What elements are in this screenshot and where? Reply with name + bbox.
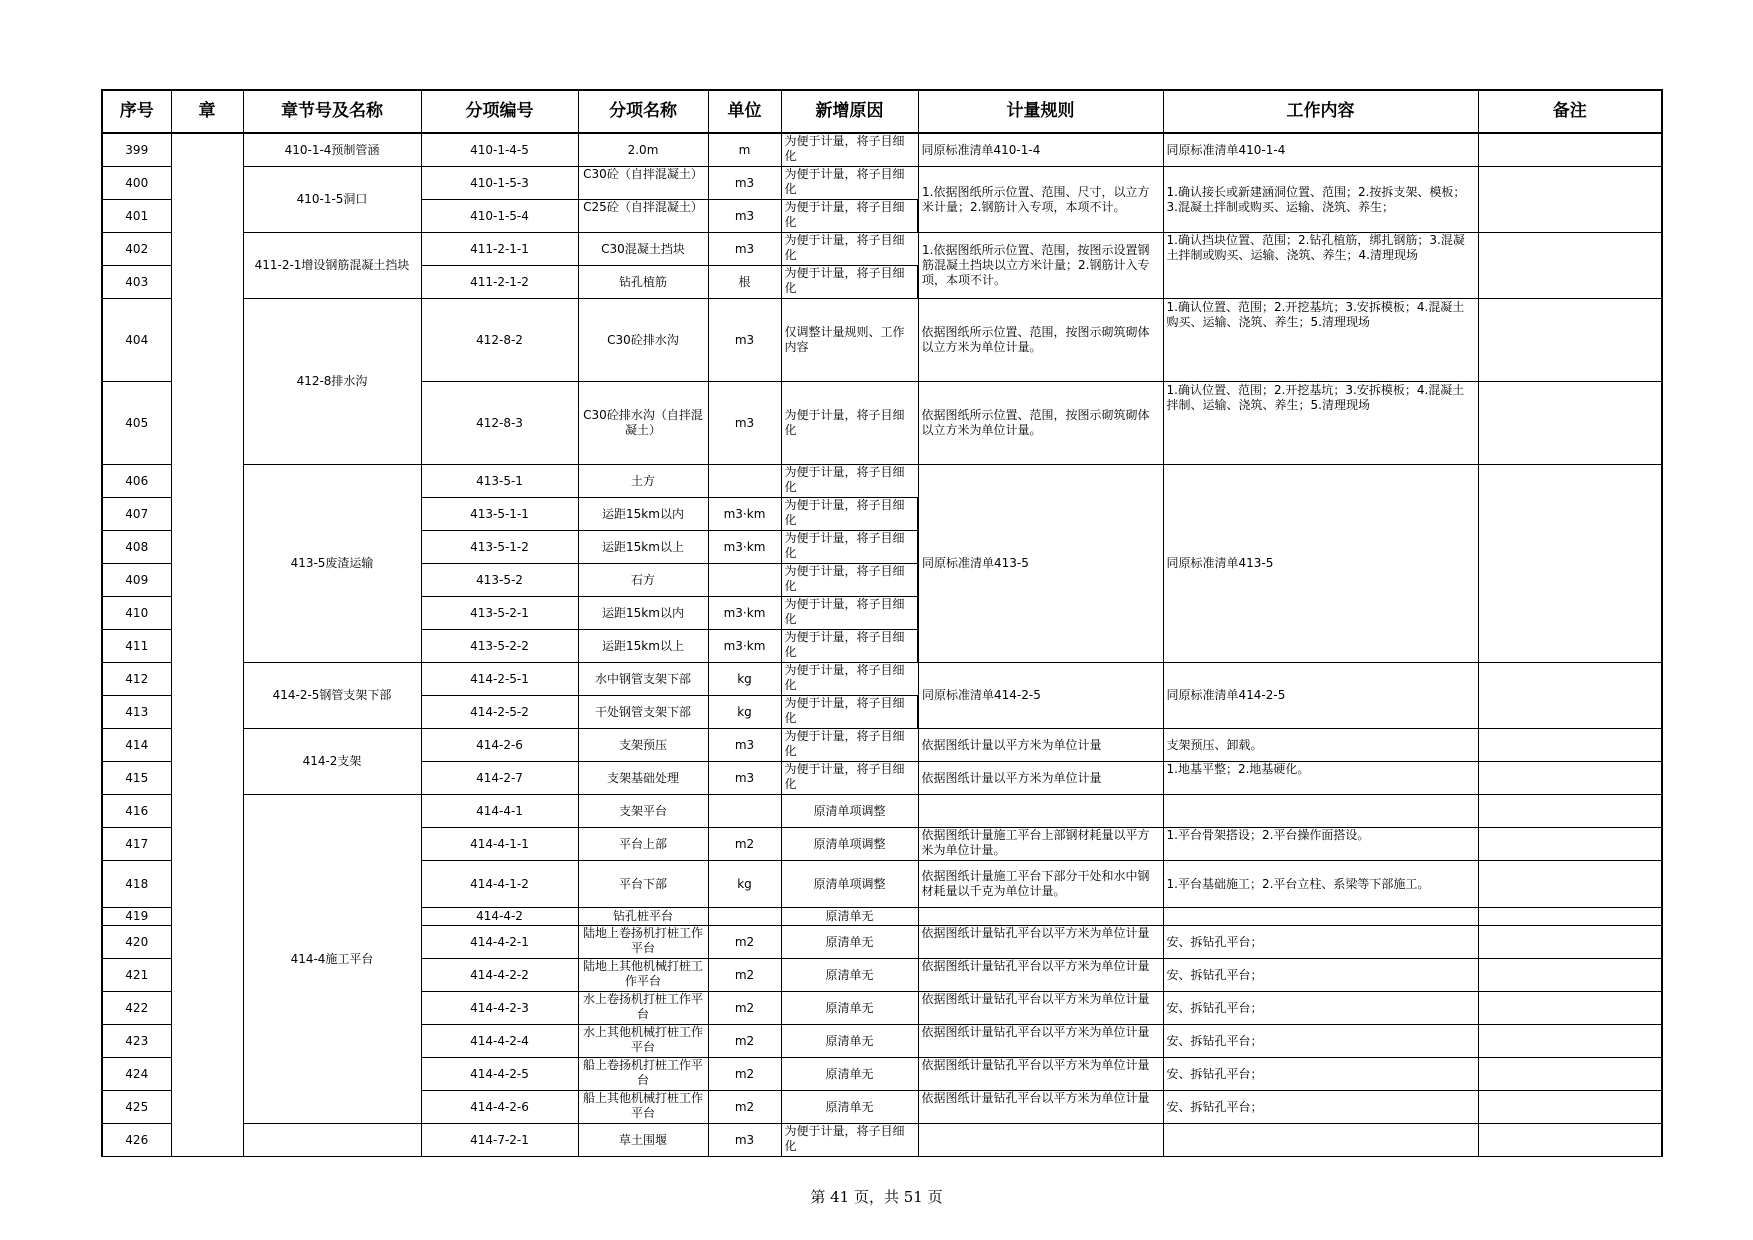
item-name: [578, 992, 708, 1025]
row-no: 417: [102, 828, 171, 861]
item-unit: kg: [708, 861, 781, 908]
col-header-unit: 单位: [708, 90, 781, 133]
section-name: 412-8排水沟: [243, 299, 421, 465]
item-code: 412-8-3: [421, 382, 578, 465]
item-name: C30砼排水沟: [578, 299, 708, 382]
remark-cell: [1478, 465, 1662, 663]
work-content: [1163, 828, 1478, 861]
item-code: 410-1-4-5: [421, 133, 578, 167]
item-unit: m3·km: [708, 531, 781, 564]
measure-rule: [918, 926, 1163, 959]
item-reason: [781, 266, 918, 299]
item-reason: 原清单无: [781, 1058, 918, 1091]
item-reason-text: 为便于计量，将子目细化: [784, 1124, 905, 1153]
row-no: 410: [102, 597, 171, 630]
work-content: 支架预压、卸载。: [1163, 729, 1478, 762]
col-header-no: 序号: [102, 90, 171, 133]
item-name: 运距15km以上: [578, 630, 708, 663]
item-reason-text: 为便于计量，将子目细化: [784, 465, 905, 494]
work-content-text: 1.确认挡块位置、范围；2.钻孔植筋，绑扎钢筋；3.混凝土拌制或购买、运输、浇筑、养生；4.清理现场: [1166, 233, 1465, 262]
work-content-text: 1.平台骨架搭设；2.平台操作面搭设。: [1166, 828, 1370, 842]
row-no: 400: [102, 167, 171, 200]
item-reason: [781, 762, 918, 795]
row-no: 399: [102, 133, 171, 167]
row-no: 422: [102, 992, 171, 1025]
measure-rule: [918, 1025, 1163, 1058]
measure-rule: 同原标准清单413-5: [918, 465, 1163, 663]
item-name: 草土围堰: [578, 1124, 708, 1157]
item-name: [578, 200, 708, 233]
item-unit: m3·km: [708, 597, 781, 630]
item-reason-text: 为便于计量，将子目细化: [784, 531, 905, 560]
item-code: 414-4-2-6: [421, 1091, 578, 1124]
row-no: 406: [102, 465, 171, 498]
item-code: 414-4-2: [421, 908, 578, 926]
table-row: [102, 465, 1662, 498]
item-code: 414-4-1-1: [421, 828, 578, 861]
section-name: [243, 1124, 421, 1157]
row-no: 421: [102, 959, 171, 992]
row-no: 409: [102, 564, 171, 597]
item-reason-text: 为便于计量，将子目细化: [784, 200, 905, 229]
page-footer: 第 41 页，共 51 页: [810, 1188, 943, 1206]
item-code: 410-1-5-4: [421, 200, 578, 233]
item-code: 413-5-2-2: [421, 630, 578, 663]
row-no: 402: [102, 233, 171, 266]
remark-cell: [1478, 926, 1662, 959]
remark-cell: [1478, 959, 1662, 992]
remark-cell: [1478, 861, 1662, 908]
table-row: [102, 1124, 1662, 1157]
item-name: 石方: [578, 564, 708, 597]
chapter-cell: [171, 133, 243, 1157]
item-name: 水中钢管支架下部: [578, 663, 708, 696]
item-name: 运距15km以内: [578, 597, 708, 630]
col-header-section: 章节号及名称: [243, 90, 421, 133]
item-reason: [781, 233, 918, 266]
item-name: [578, 1058, 708, 1091]
item-reason-text: 为便于计量，将子目细化: [784, 233, 905, 262]
item-reason: [781, 1124, 918, 1157]
remark-cell: [1478, 233, 1662, 299]
work-content: 1.确认接长或新建涵洞位置、范围；2.按拆支架、模板；3.混凝土拌制或购买、运输、浇筑、养生；: [1163, 167, 1478, 233]
item-reason-text: 为便于计量，将子目细化: [784, 729, 905, 758]
measure-rule: [918, 795, 1163, 828]
col-header-name: 分项名称: [578, 90, 708, 133]
item-name: 平台下部: [578, 861, 708, 908]
remark-cell: [1478, 828, 1662, 861]
row-no: 420: [102, 926, 171, 959]
remark-cell: [1478, 382, 1662, 465]
measure-rule: 依据图纸计量施工平台下部分干处和水中钢材耗量以千克为单位计量。: [918, 861, 1163, 908]
item-code: 414-4-2-3: [421, 992, 578, 1025]
item-name: C30砼排水沟（自拌混凝土）: [578, 382, 708, 465]
remark-cell: [1478, 992, 1662, 1025]
remark-cell: [1478, 663, 1662, 729]
item-name-text: 水上其他机械打桩工作平台: [582, 1025, 703, 1054]
remark-cell: [1478, 167, 1662, 233]
item-reason: 仅调整计量规则、工作内容: [781, 299, 918, 382]
item-reason: [781, 465, 918, 498]
measure-rule: 依据图纸所示位置、范围，按图示砌筑砌体以立方米为单位计量。: [918, 299, 1163, 382]
measure-rule: [918, 828, 1163, 861]
item-code: 413-5-1: [421, 465, 578, 498]
row-no: 405: [102, 382, 171, 465]
item-reason: [781, 498, 918, 531]
item-reason-text: 为便于计量，将子目细化: [784, 696, 905, 725]
item-reason-text: 为便于计量，将子目细化: [784, 167, 905, 196]
item-code: 414-2-5-2: [421, 696, 578, 729]
item-code: 414-4-2-2: [421, 959, 578, 992]
item-unit: m3: [708, 382, 781, 465]
item-name: 钻孔桩平台: [578, 908, 708, 926]
item-reason: 原清单项调整: [781, 828, 918, 861]
work-content-text: 1.地基平整；2.地基硬化。: [1166, 762, 1310, 776]
table-row: [102, 133, 1662, 167]
item-unit: m3: [708, 729, 781, 762]
work-content: 安、拆钻孔平台；: [1163, 926, 1478, 959]
measure-rule: [918, 908, 1163, 926]
work-content: 安、拆钻孔平台；: [1163, 959, 1478, 992]
work-content: 安、拆钻孔平台；: [1163, 1058, 1478, 1091]
item-unit: [708, 908, 781, 926]
work-content: 安、拆钻孔平台；: [1163, 1025, 1478, 1058]
row-no: 416: [102, 795, 171, 828]
work-content: 安、拆钻孔平台；: [1163, 992, 1478, 1025]
section-name: 411-2-1增设钢筋混凝土挡块: [243, 233, 421, 299]
col-header-remark: 备注: [1478, 90, 1662, 133]
measure-rule: [918, 1091, 1163, 1124]
item-code: 410-1-5-3: [421, 167, 578, 200]
item-unit: m2: [708, 959, 781, 992]
measure-rule-text: 依据图纸计量钻孔平台以平方米为单位计量: [921, 959, 1150, 973]
item-name: 2.0m: [578, 133, 708, 167]
row-no: 404: [102, 299, 171, 382]
measure-rule-text: 依据图纸计量钻孔平台以平方米为单位计量: [921, 1058, 1150, 1072]
item-name-text: 陆地上卷扬机打桩工作平台: [582, 926, 703, 955]
item-reason-text: 为便于计量，将子目细化: [784, 663, 905, 692]
section-name: 414-2-5钢管支架下部: [243, 663, 421, 729]
item-name: 钻孔植筋: [578, 266, 708, 299]
table-row: [102, 167, 1662, 200]
item-name: 支架基础处理: [578, 762, 708, 795]
item-code: 413-5-1-1: [421, 498, 578, 531]
item-unit: m2: [708, 1058, 781, 1091]
col-header-chapter: 章: [171, 90, 243, 133]
measure-rule: 1.依据图纸所示位置、范围，按图示设置钢筋混凝土挡块以立方米计量；2.钢筋计入专项，本项不计。: [918, 233, 1163, 299]
item-code: 414-7-2-1: [421, 1124, 578, 1157]
row-no: 403: [102, 266, 171, 299]
item-unit: m2: [708, 992, 781, 1025]
item-name: 运距15km以内: [578, 498, 708, 531]
measure-rule: 依据图纸计量以平方米为单位计量: [918, 729, 1163, 762]
item-name: 运距15km以上: [578, 531, 708, 564]
item-code: 413-5-1-2: [421, 531, 578, 564]
work-content: 1.平台基础施工；2.平台立柱、系梁等下部施工。: [1163, 861, 1478, 908]
col-header-code: 分项编号: [421, 90, 578, 133]
col-header-reason: 新增原因: [781, 90, 918, 133]
item-reason: [781, 630, 918, 663]
item-code: 414-4-2-4: [421, 1025, 578, 1058]
measure-rule: 依据图纸计量以平方米为单位计量: [918, 762, 1163, 795]
work-content: [1163, 1124, 1478, 1157]
col-header-work: 工作内容: [1163, 90, 1478, 133]
item-name-text: 船上其他机械打桩工作平台: [582, 1091, 703, 1120]
item-code: 413-5-2: [421, 564, 578, 597]
work-content-text: 1.确认位置、范围；2.开挖基坑；3.安拆模板；4.混凝土购买、运输、浇筑、养生；5.清理现场: [1166, 300, 1465, 329]
row-no: 411: [102, 630, 171, 663]
item-reason: [781, 531, 918, 564]
item-reason: 原清单无: [781, 926, 918, 959]
item-code: 411-2-1-1: [421, 233, 578, 266]
item-unit: m3: [708, 762, 781, 795]
remark-cell: [1478, 133, 1662, 167]
measure-rule-text: 依据图纸计量施工平台上部钢材耗量以平方米为单位计量。: [921, 828, 1150, 857]
item-reason-text: 为便于计量，将子目细化: [784, 266, 905, 295]
item-unit: m3: [708, 299, 781, 382]
item-reason: 原清单项调整: [781, 861, 918, 908]
table-row: [102, 233, 1662, 266]
item-name: 干处钢管支架下部: [578, 696, 708, 729]
header-row: [102, 90, 1662, 133]
measure-rule: [918, 992, 1163, 1025]
row-no: 418: [102, 861, 171, 908]
row-no: 425: [102, 1091, 171, 1124]
row-no: 426: [102, 1124, 171, 1157]
work-content: [1163, 908, 1478, 926]
item-name-text: C30砼（自拌混凝土）: [583, 167, 703, 181]
item-reason: 为便于计量，将子目细化: [781, 382, 918, 465]
item-code: 414-4-1-2: [421, 861, 578, 908]
remark-cell: [1478, 795, 1662, 828]
item-unit: m2: [708, 828, 781, 861]
item-reason-text: 为便于计量，将子目细化: [784, 564, 905, 593]
item-code: 414-2-6: [421, 729, 578, 762]
item-reason-text: 为便于计量，将子目细化: [784, 597, 905, 626]
measure-rule: [918, 1124, 1163, 1157]
table-row: [102, 663, 1662, 696]
item-unit: [708, 795, 781, 828]
item-unit: kg: [708, 696, 781, 729]
row-no: 413: [102, 696, 171, 729]
section-name: 410-1-5洞口: [243, 167, 421, 233]
measure-rule: 同原标准清单414-2-5: [918, 663, 1163, 729]
item-unit: [708, 564, 781, 597]
work-content: 同原标准清单410-1-4: [1163, 133, 1478, 167]
table-row: [102, 299, 1662, 382]
row-no: 414: [102, 729, 171, 762]
measure-rule: 依据图纸所示位置、范围，按图示砌筑砌体以立方米为单位计量。: [918, 382, 1163, 465]
measure-rule-text: 依据图纸计量钻孔平台以平方米为单位计量: [921, 1091, 1150, 1105]
item-reason-text: 为便于计量，将子目细化: [784, 762, 905, 791]
item-reason: [781, 133, 918, 167]
item-code: 414-4-1: [421, 795, 578, 828]
table-row: [102, 729, 1662, 762]
item-name: 平台上部: [578, 828, 708, 861]
work-content: 同原标准清单413-5: [1163, 465, 1478, 663]
item-reason-text: 为便于计量，将子目细化: [784, 134, 905, 163]
item-unit: m3·km: [708, 630, 781, 663]
measure-rule: [918, 959, 1163, 992]
section-name: 414-2支架: [243, 729, 421, 795]
row-no: 415: [102, 762, 171, 795]
item-reason: [781, 663, 918, 696]
item-reason: 原清单无: [781, 992, 918, 1025]
item-code: 411-2-1-2: [421, 266, 578, 299]
row-no: 401: [102, 200, 171, 233]
item-unit: m: [708, 133, 781, 167]
item-unit: m2: [708, 926, 781, 959]
section-name: 414-4施工平台: [243, 795, 421, 1124]
work-content: 同原标准清单414-2-5: [1163, 663, 1478, 729]
row-no: 412: [102, 663, 171, 696]
item-name: [578, 1025, 708, 1058]
measure-rule-text: 依据图纸计量钻孔平台以平方米为单位计量: [921, 1025, 1150, 1039]
item-reason: [781, 564, 918, 597]
item-unit: 根: [708, 266, 781, 299]
item-name-text: 陆地上其他机械打桩工作平台: [582, 959, 703, 988]
row-no: 419: [102, 908, 171, 926]
remark-cell: [1478, 729, 1662, 762]
item-reason: 原清单项调整: [781, 795, 918, 828]
remark-cell: [1478, 762, 1662, 795]
item-code: 414-2-5-1: [421, 663, 578, 696]
work-content: [1163, 382, 1478, 465]
item-name: [578, 167, 708, 200]
item-name: [578, 1091, 708, 1124]
item-unit: m3: [708, 200, 781, 233]
item-code: 413-5-2-1: [421, 597, 578, 630]
remark-cell: [1478, 1124, 1662, 1157]
item-reason: [781, 597, 918, 630]
section-name: 413-5废渣运输: [243, 465, 421, 663]
item-name: 支架预压: [578, 729, 708, 762]
measure-rule: 1.依据图纸所示位置、范围、尺寸，以立方米计量；2.钢筋计入专项，本项不计。: [918, 167, 1163, 233]
remark-cell: [1478, 1058, 1662, 1091]
item-name-text: 船上卷扬机打桩工作平台: [582, 1058, 703, 1087]
row-no: 423: [102, 1025, 171, 1058]
remark-cell: [1478, 908, 1662, 926]
item-unit: m3: [708, 233, 781, 266]
item-reason-text: 为便于计量，将子目细化: [784, 630, 905, 659]
item-name: C30混凝土挡块: [578, 233, 708, 266]
col-header-rule: 计量规则: [918, 90, 1163, 133]
measure-rule: 同原标准清单410-1-4: [918, 133, 1163, 167]
item-unit: m2: [708, 1025, 781, 1058]
item-unit: [708, 465, 781, 498]
work-content-text: 1.确认位置、范围；2.开挖基坑；3.安拆模板；4.混凝土拌制、运输、浇筑、养生；5.清理现场: [1166, 383, 1465, 412]
bill-items-table: [101, 89, 1663, 1157]
work-content: 安、拆钻孔平台；: [1163, 1091, 1478, 1124]
item-code: 412-8-2: [421, 299, 578, 382]
item-unit: m3: [708, 167, 781, 200]
item-code: 414-2-7: [421, 762, 578, 795]
work-content: [1163, 299, 1478, 382]
item-name: [578, 926, 708, 959]
table-row: [102, 795, 1662, 828]
work-content: [1163, 233, 1478, 299]
item-code: 414-4-2-5: [421, 1058, 578, 1091]
row-no: 407: [102, 498, 171, 531]
item-reason-text: 为便于计量，将子目细化: [784, 498, 905, 527]
measure-rule: [918, 1058, 1163, 1091]
item-reason: [781, 729, 918, 762]
item-reason: 原清单无: [781, 908, 918, 926]
section-name: 410-1-4预制管涵: [243, 133, 421, 167]
item-reason: 原清单无: [781, 959, 918, 992]
measure-rule-text: 依据图纸计量钻孔平台以平方米为单位计量: [921, 926, 1150, 940]
item-reason: [781, 167, 918, 200]
remark-cell: [1478, 1091, 1662, 1124]
item-reason: 原清单无: [781, 1091, 918, 1124]
item-reason: [781, 696, 918, 729]
item-name: [578, 959, 708, 992]
work-content: [1163, 762, 1478, 795]
item-reason: [781, 200, 918, 233]
item-unit: kg: [708, 663, 781, 696]
item-name-text: C25砼（自拌混凝土）: [583, 200, 703, 214]
row-no: 424: [102, 1058, 171, 1091]
row-no: 408: [102, 531, 171, 564]
work-content: [1163, 795, 1478, 828]
item-name: 支架平台: [578, 795, 708, 828]
item-name: 土方: [578, 465, 708, 498]
item-unit: m2: [708, 1091, 781, 1124]
measure-rule-text: 依据图纸计量钻孔平台以平方米为单位计量: [921, 992, 1150, 1006]
item-reason: 原清单无: [781, 1025, 918, 1058]
item-unit: m3·km: [708, 498, 781, 531]
item-unit: m3: [708, 1124, 781, 1157]
item-code: 414-4-2-1: [421, 926, 578, 959]
remark-cell: [1478, 1025, 1662, 1058]
item-name-text: 水上卷扬机打桩工作平台: [582, 992, 703, 1021]
remark-cell: [1478, 299, 1662, 382]
